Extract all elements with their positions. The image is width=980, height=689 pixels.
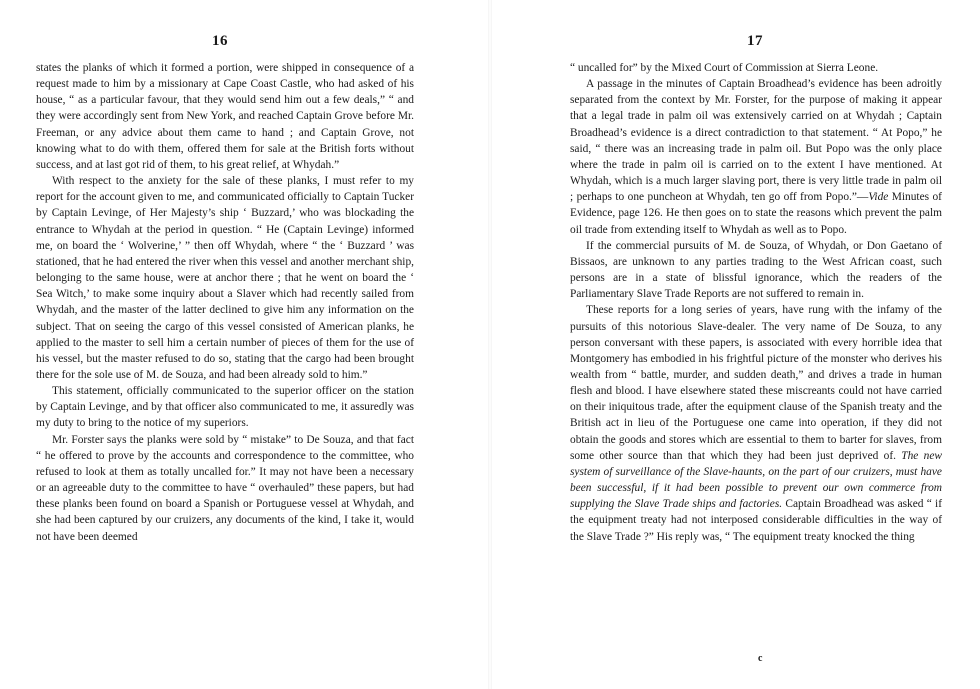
text-run: A passage in the minutes of Captain Broadhead’s evidence has been adroitly separated from the context by Mr. Forster, for the purpose of making it appear that a legal trade in palm oil was extensively carried on at Whydah ; Captain Broadhead’s evidence is a direct contradiction to that statement. “ At Popo,” he said, “ there was an increasing trade in palm oil. But Popo was the only place where the trade in palm oil is carried on to the extent I have mentioned. At Whydah, which is a much larger slaving port, there is very little trade in palm oil ; perhaps to one puncheon at Whydah, ten go off from Popo.”— bbox=[570, 78, 942, 204]
page-body bbox=[36, 60, 414, 545]
text-run: Captain Broadhead was asked “ if the equipment treaty had not interposed considerable difficulties in the way of the Slave Trade ?” His reply was, “ The equipment treaty knocked the thing bbox=[570, 498, 942, 543]
page-number: 17 bbox=[747, 33, 763, 49]
paragraph: Mr. Forster says the planks were sold by “ mistake” to De Souza, and that fact “ he offered to prove by the accounts and correspondence to the committee, who refused to look at them as totally uncalled for.” It may not have been a necessary or an agreeable duty to the committee to have “ overhauled” these papers, but had these planks been found on board a Spanish or Portuguese vessel at Whydah, and she had been captured by our cruizers, any documents of the kind, I take it, would not have been deemed bbox=[36, 433, 414, 543]
right-page bbox=[490, 0, 980, 689]
italic-run: The new system of surveillance of the Slave-haunts, on the part of our cruizers, must have been successful, if it had been possible to prevent our own commerce from supplying the Slave Trade ships and factories. bbox=[570, 449, 942, 511]
paragraph: With respect to the anxiety for the sale of these planks, I must refer to my report for the account given to me, and communicated officially to Captain Tucker by Captain Levinge, of Her Majesty’s ship ‘ Buzzard,’ who was blockading the entrance to Whydah at the period in question. “ He (Captain Levinge) informed me, on board the ‘ Wolverine,’ ” then off Whydah, where “ the ‘ Buzzard ’ was stationed, that he had entered the river when this vessel and another merchant ship, belonging to the same house, were at anchor there ; that he went on board the ‘ Sea Witch,’ to make some inquiry about a Slaver which had recently sailed from Whydah, and the master of the latter declined to give him any information on the subject. That on seeing the cargo of this vessel consisted of American planks, he applied to the master to sell him a certain number of pieces of them for the use of his vessel, but the master refused to do so, stating that the cargo had been brought there for the sole use of M. de Souza, and had been already sold to him.” bbox=[36, 175, 414, 381]
paragraph: If the commercial pursuits of M. de Souza, of Whydah, or Don Gaetano of Bissaos, are unknown to any parties trading to the West African coast, such persons are in a state of blissful ignorance, which the readers of the Parliamentary Slave Trade Reports are not suffered to remain in. bbox=[570, 239, 942, 301]
signature-mark: c bbox=[758, 653, 763, 664]
paragraph bbox=[570, 302, 942, 544]
page-body bbox=[570, 60, 942, 545]
paragraph: states the planks of which it formed a portion, were shipped in consequence of a request made to him by a missionary at Cape Coast Castle, who had asked of his house, “ as a particular favour, that they would send him out a few deals,” “ and they were accordingly sent from New York, and reached Captain Grove before Mr. Freeman, or any advice about them came to hand ; and Captain Grove, not knowing what to do with them, offered them for sale at the British forts without success, and at last got rid of them, to his great relief, at Whydah.” bbox=[36, 62, 414, 171]
paragraph: This statement, officially communicated to the superior officer on the station by Captain Levinge, and by that officer also communicated to me, it assuredly was my duty to bring to the notice of my superiors. bbox=[36, 385, 414, 430]
italic-run: Vide bbox=[868, 191, 889, 204]
paragraph bbox=[570, 76, 942, 238]
page-number: 16 bbox=[212, 33, 228, 49]
text-run: Minutes of Evidence, page 126. He then goes on to state the reasons which prevent the palm oil trade from extending itself to Whydah as well as to Popo. bbox=[570, 191, 942, 236]
text-run: These reports for a long series of years, have rung with the infamy of the pursuits of this notorious Slave-dealer. The very name of De Souza, to any person conversant with these papers, is associated with every horrible idea that Montgomery has embodied in his frightful picture of the monster who derives his wealth from “ battle, murder, and sudden death,” and drives a trade in human flesh and blood. I have elsewhere stated these miscreants could not have carried on their iniquitous trade, after the equipment clause of the Spanish treaty and the British act in lieu of the Portuguese one came into operation, if they did not obtain the goods and stores which are essential to them to barter for slaves, from some other source than that which they had been just deprived of. bbox=[570, 304, 942, 462]
paragraph: “ uncalled for” by the Mixed Court of Commission at Sierra Leone. bbox=[570, 62, 879, 74]
